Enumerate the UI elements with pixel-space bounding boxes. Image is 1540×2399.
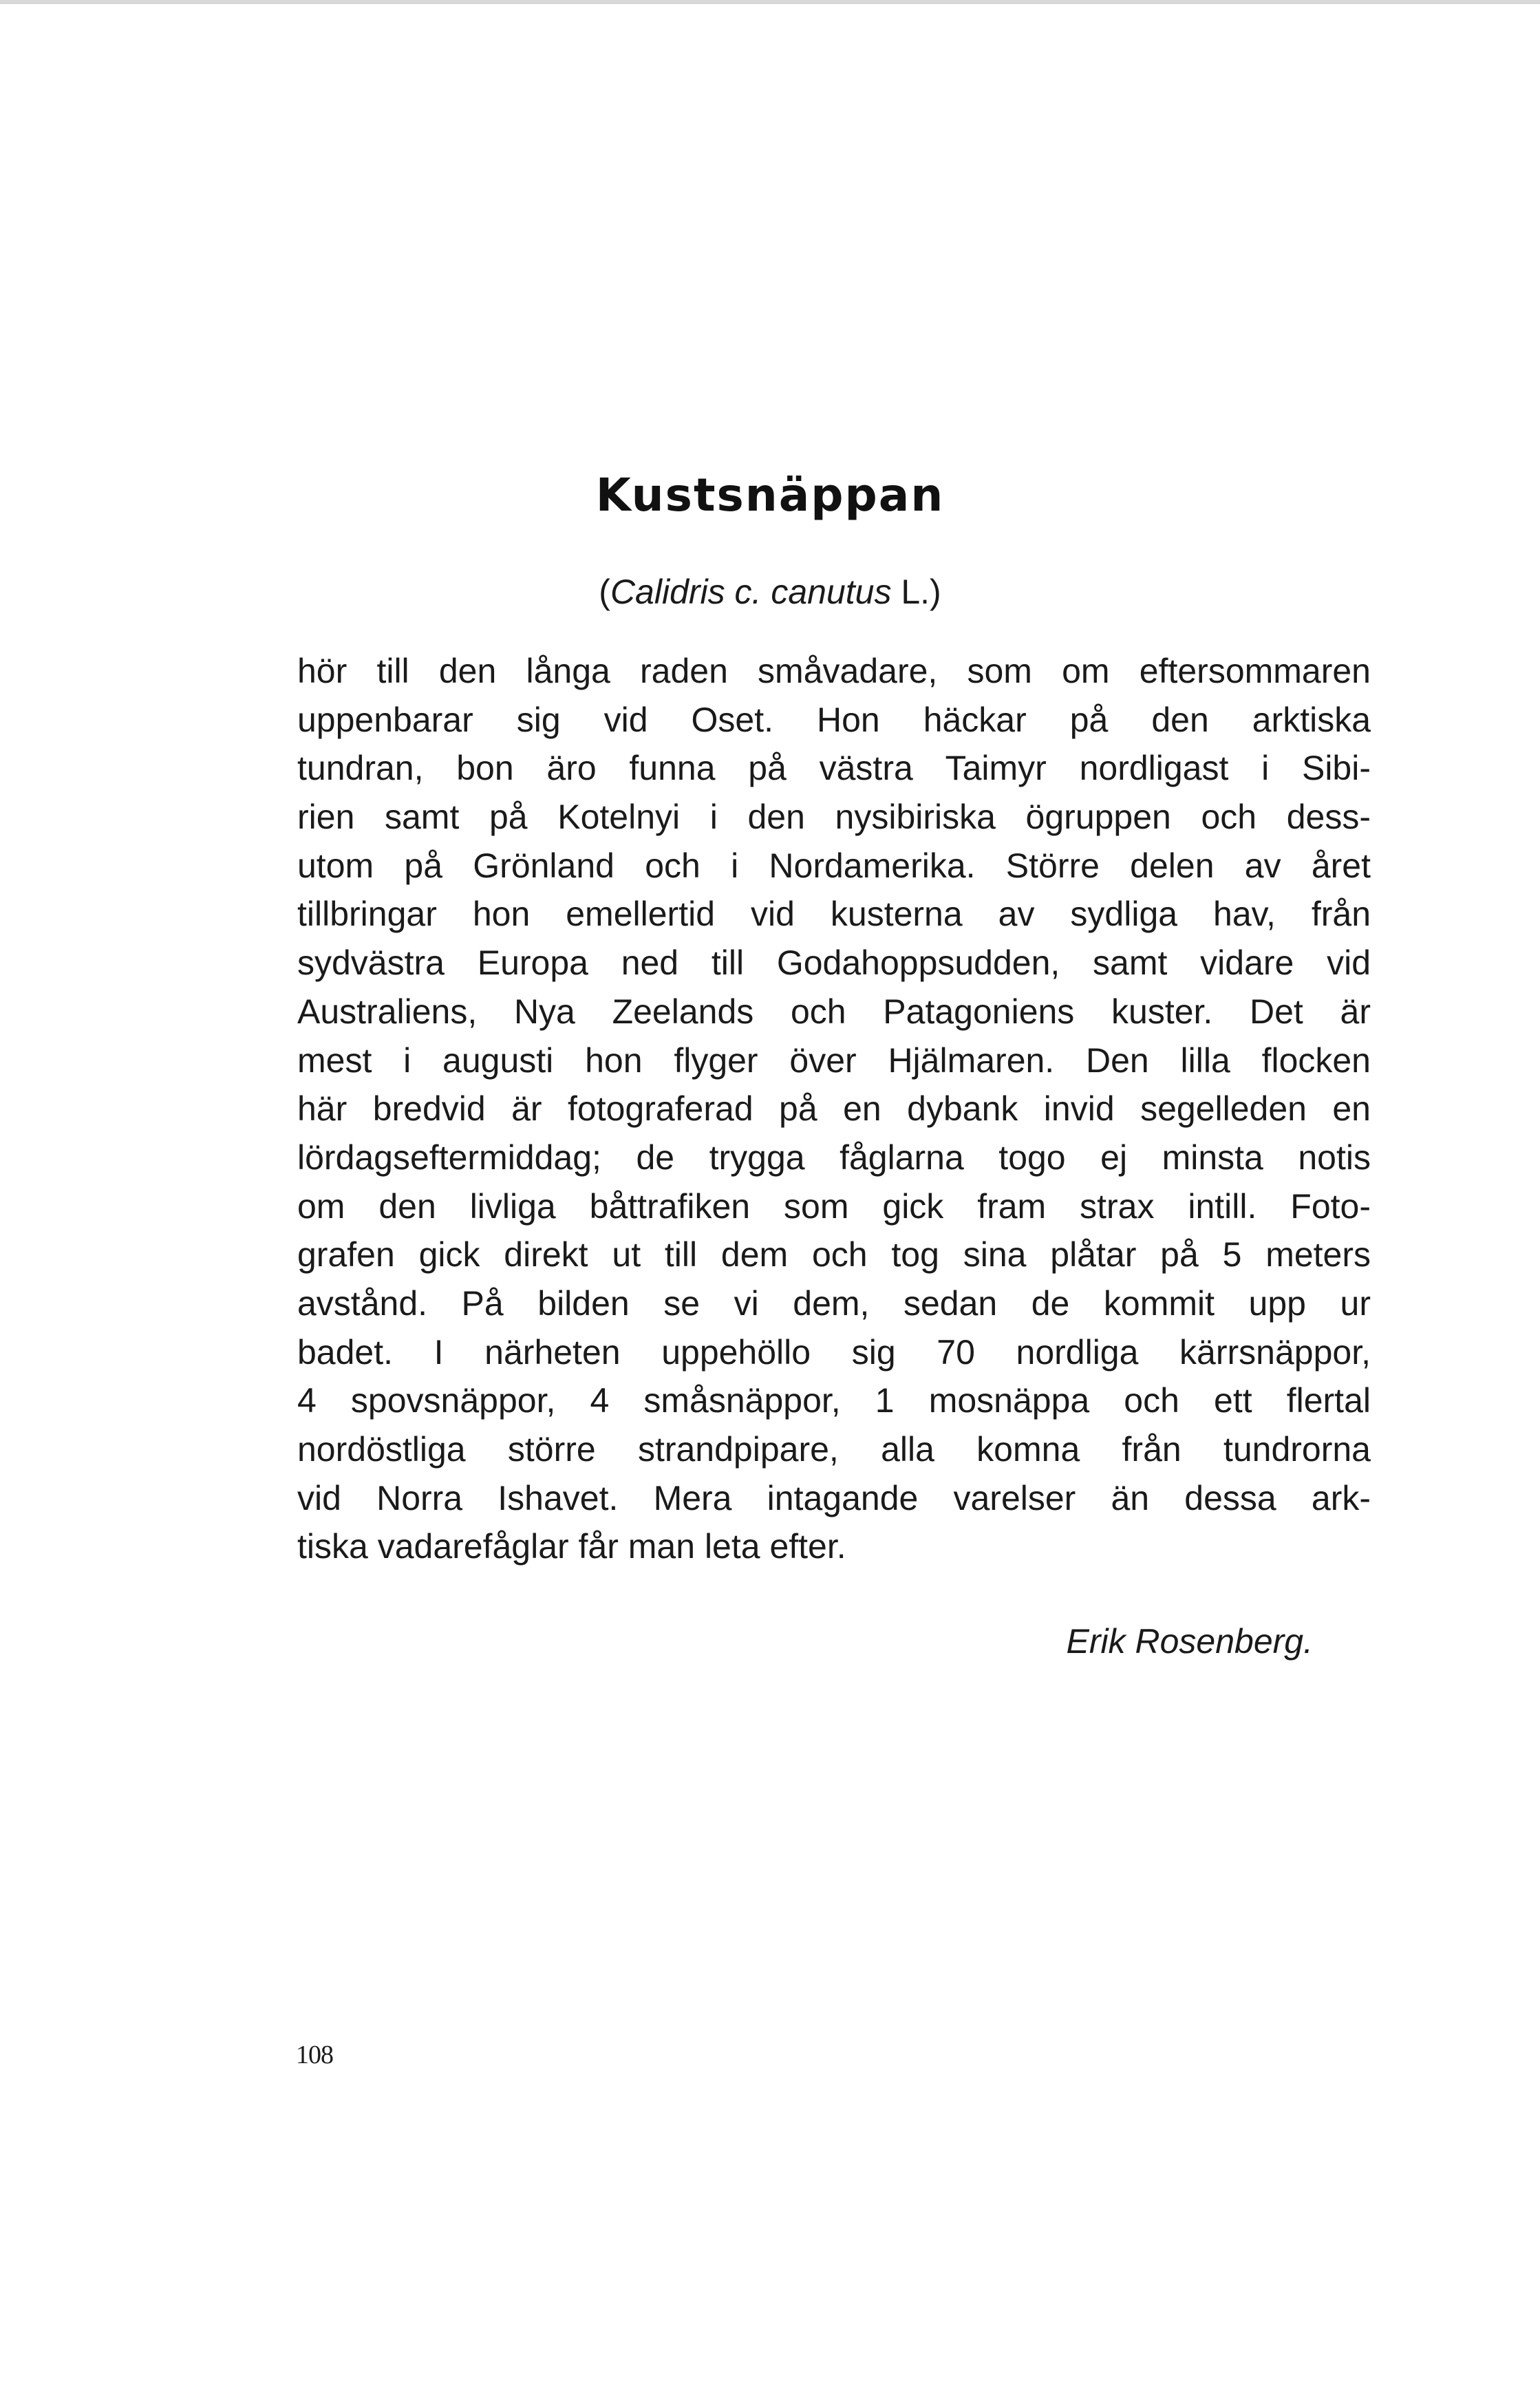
body-line: lördagseftermiddag; de trygga fåglarna togo ej minsta notis (297, 1138, 1371, 1177)
article-title: Kustsnäppan (595, 469, 945, 522)
body-line: sydvästra Europa ned till Godahoppsudden, samt vidare vid (297, 943, 1371, 983)
subtitle-open-paren: ( (599, 573, 610, 611)
body-line: tundran, bon äro funna på västra Taimyr nordligast i Sibi- (297, 749, 1371, 788)
body-line: nordöstliga större strandpipare, alla komna från tundrorna (297, 1430, 1371, 1469)
top-edge-divider (0, 0, 1540, 4)
body-line: om den livliga båttrafiken som gick fram strax intill. Foto- (297, 1186, 1371, 1226)
body-line: tillbringar hon emellertid vid kusterna av sydliga hav, från (297, 895, 1371, 934)
body-line: här bredvid är fotograferad på en dybank invid segelleden en (297, 1089, 1371, 1129)
body-line: hör till den långa raden småvadare, som om eftersommaren (297, 652, 1371, 690)
author-signature: Erik Rosenberg. (1066, 1622, 1313, 1661)
body-line: badet. I närheten uppehöllo sig 70 nordliga kärrsnäppor, (297, 1332, 1371, 1372)
page-number: 108 (296, 2040, 333, 2069)
article-subtitle (0, 564, 1540, 619)
body-line: vid Norra Ishavet. Mera intagande varelser än dessa ark- (297, 1478, 1371, 1517)
body-line: 4 spovsnäppor, 4 småsnäppor, 1 mosnäppa och ett flertal (297, 1381, 1371, 1420)
body-line-last: tiska vadarefåglar får man leta efter. (297, 1527, 846, 1566)
body-line: mest i augusti hon flyger över Hjälmaren. Den lilla flocken (297, 1041, 1371, 1080)
body-line: Australiens, Nya Zeelands och Patagoniens kuster. Det är (297, 992, 1371, 1031)
body-line: grafen gick direkt ut till dem och tog sina plåtar på 5 meters (297, 1235, 1371, 1275)
subtitle-author-abbrev: L.) (891, 573, 941, 611)
body-line: utom på Grönland och i Nordamerika. Större delen av året (297, 846, 1371, 885)
body-line: avstånd. På bilden se vi dem, sedan de kommit upp ur (297, 1283, 1371, 1323)
body-line: uppenbarar sig vid Oset. Hon häckar på den arktiska (297, 700, 1371, 739)
body-line: rien samt på Kotelnyi i den nysibiriska ögruppen och dess- (297, 798, 1371, 837)
subtitle-latin-name: Calidris c. canutus (610, 573, 892, 611)
article-body (297, 647, 1371, 1571)
